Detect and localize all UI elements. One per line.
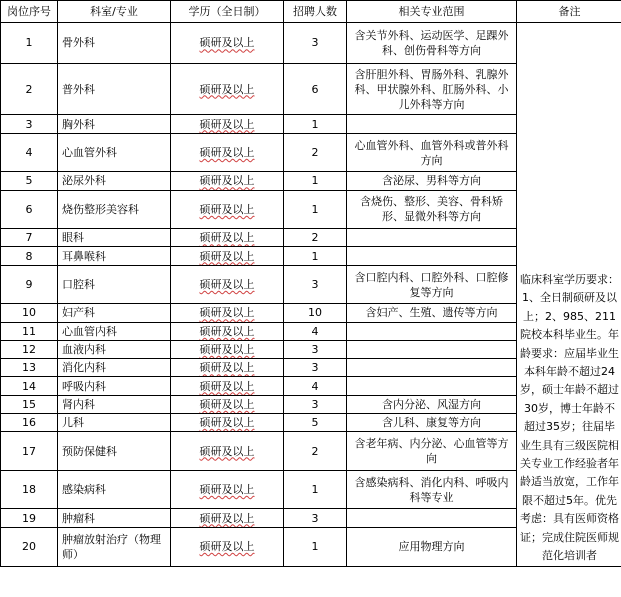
count-cell: 3 — [284, 395, 347, 413]
position-no-cell: 9 — [1, 265, 58, 304]
count-cell: 1 — [284, 115, 347, 133]
education-text: 硕研及以上 — [199, 202, 255, 216]
count-cell: 3 — [284, 23, 347, 64]
scope-cell: 含老年病、内分泌、心血管等方向 — [347, 432, 517, 471]
scope-cell: 含肝胆外科、胃肠外科、乳腺外科、甲状腺外科、肛肠外科、小儿外科等方向 — [347, 63, 517, 115]
scope-cell — [347, 322, 517, 340]
department-cell: 妇产科 — [58, 304, 171, 322]
position-no-cell: 3 — [1, 115, 58, 133]
count-cell: 3 — [284, 265, 347, 304]
count-cell: 3 — [284, 340, 347, 358]
scope-cell: 含内分泌、风湿方向 — [347, 395, 517, 413]
position-no-cell: 18 — [1, 470, 58, 509]
education-text: 硕研及以上 — [199, 82, 255, 96]
education-cell — [171, 63, 284, 115]
education-cell — [171, 304, 284, 322]
education-text: 硕研及以上 — [199, 249, 255, 263]
education-text: 硕研及以上 — [199, 231, 255, 245]
education-text: 硕研及以上 — [199, 324, 255, 338]
education-text: 硕研及以上 — [199, 278, 255, 292]
count-cell: 2 — [284, 133, 347, 172]
count-cell: 5 — [284, 414, 347, 432]
position-no-cell: 13 — [1, 359, 58, 377]
header-row — [1, 1, 621, 23]
education-cell — [171, 527, 284, 566]
education-cell — [171, 340, 284, 358]
position-no-cell: 7 — [1, 229, 58, 247]
scope-cell — [347, 359, 517, 377]
count-cell: 10 — [284, 304, 347, 322]
count-cell: 1 — [284, 470, 347, 509]
count-cell: 1 — [284, 172, 347, 190]
education-text: 硕研及以上 — [199, 343, 255, 357]
education-text: 硕研及以上 — [199, 379, 255, 393]
position-no-cell: 6 — [1, 190, 58, 229]
count-cell: 2 — [284, 432, 347, 471]
position-no-cell: 16 — [1, 414, 58, 432]
scope-cell: 含感染病科、消化内科、呼吸内科等专业 — [347, 470, 517, 509]
position-no-cell: 10 — [1, 304, 58, 322]
count-cell: 3 — [284, 509, 347, 527]
header-scope: 相关专业范围 — [347, 1, 517, 23]
department-cell: 口腔科 — [58, 265, 171, 304]
education-cell — [171, 509, 284, 527]
scope-cell: 含泌尿、男科等方向 — [347, 172, 517, 190]
scope-cell: 应用物理方向 — [347, 527, 517, 566]
education-text: 硕研及以上 — [199, 483, 255, 497]
education-cell — [171, 377, 284, 395]
position-no-cell: 2 — [1, 63, 58, 115]
scope-cell: 心血管外科、血管外科或普外科方向 — [347, 133, 517, 172]
scope-cell: 含关节外科、运动医学、足踝外科、创伤骨科等方向 — [347, 23, 517, 64]
education-text: 硕研及以上 — [199, 540, 255, 554]
education-cell — [171, 470, 284, 509]
note-text: 临床科室学历要求：1、全日制硕研及以上；2、985、211院校本科毕业生。年龄要求：应届毕业生本科年龄不超过24岁，硕士年龄不超过30岁，博士年龄不超过35岁；往届毕业生具有三级医院相关专业工作经验者年龄适当放宽，工作年限不超过5年。优先考虑：具有医师资格证；完成住院医师规范化培训者 — [520, 273, 619, 563]
department-cell: 肿瘤科 — [58, 509, 171, 527]
education-cell — [171, 23, 284, 64]
header-count: 招聘人数 — [284, 1, 347, 23]
scope-cell: 含儿科、康复等方向 — [347, 414, 517, 432]
count-cell: 4 — [284, 322, 347, 340]
department-cell: 肾内科 — [58, 395, 171, 413]
education-text: 硕研及以上 — [199, 146, 255, 159]
table-row — [1, 23, 621, 64]
education-cell — [171, 432, 284, 471]
education-cell — [171, 414, 284, 432]
position-no-cell: 14 — [1, 377, 58, 395]
position-no-cell: 8 — [1, 247, 58, 265]
count-cell: 4 — [284, 377, 347, 395]
education-text: 硕研及以上 — [199, 511, 255, 525]
department-cell: 感染病科 — [58, 470, 171, 509]
header-education: 学历（全日制） — [171, 1, 284, 23]
education-cell — [171, 115, 284, 133]
count-cell: 6 — [284, 63, 347, 115]
department-cell: 烧伤整形美容科 — [58, 190, 171, 229]
education-cell — [171, 190, 284, 229]
education-cell — [171, 322, 284, 340]
education-cell — [171, 247, 284, 265]
department-cell: 血液内科 — [58, 340, 171, 358]
education-text: 硕研及以上 — [199, 36, 255, 50]
department-cell: 心血管内科 — [58, 322, 171, 340]
education-text: 硕研及以上 — [199, 174, 255, 188]
scope-cell: 含烧伤、整形、美容、骨科矫形、显微外科等方向 — [347, 190, 517, 229]
education-cell — [171, 172, 284, 190]
scope-cell — [347, 247, 517, 265]
education-cell — [171, 229, 284, 247]
header-position-no: 岗位序号 — [1, 1, 58, 23]
scope-cell — [347, 229, 517, 247]
department-cell: 肿瘤放射治疗（物理师） — [58, 527, 171, 566]
position-no-cell: 20 — [1, 527, 58, 566]
education-text: 硕研及以上 — [199, 444, 255, 458]
education-text: 硕研及以上 — [199, 306, 255, 320]
position-no-cell: 17 — [1, 432, 58, 471]
position-no-cell: 4 — [1, 133, 58, 172]
note-cell — [517, 23, 621, 567]
count-cell: 1 — [284, 527, 347, 566]
department-cell: 呼吸内科 — [58, 377, 171, 395]
position-no-cell: 11 — [1, 322, 58, 340]
count-cell: 2 — [284, 229, 347, 247]
scope-cell — [347, 509, 517, 527]
count-cell: 3 — [284, 359, 347, 377]
education-text: 硕研及以上 — [199, 416, 255, 430]
education-cell — [171, 359, 284, 377]
department-cell: 泌尿外科 — [58, 172, 171, 190]
department-cell: 耳鼻喉科 — [58, 247, 171, 265]
header-department: 科室/专业 — [58, 1, 171, 23]
scope-cell: 含妇产、生殖、遗传等方向 — [347, 304, 517, 322]
position-no-cell: 12 — [1, 340, 58, 358]
scope-cell: 含口腔内科、口腔外科、口腔修复等方向 — [347, 265, 517, 304]
department-cell: 预防保健科 — [58, 432, 171, 471]
department-cell: 胸外科 — [58, 115, 171, 133]
scope-cell — [347, 377, 517, 395]
education-text: 硕研及以上 — [199, 361, 255, 375]
count-cell: 1 — [284, 190, 347, 229]
scope-cell — [347, 115, 517, 133]
position-no-cell: 15 — [1, 395, 58, 413]
position-no-cell: 19 — [1, 509, 58, 527]
department-cell: 消化内科 — [58, 359, 171, 377]
department-cell: 儿科 — [58, 414, 171, 432]
education-text: 硕研及以上 — [199, 117, 255, 131]
header-note: 备注 — [517, 1, 621, 23]
scope-cell — [347, 340, 517, 358]
department-cell: 普外科 — [58, 63, 171, 115]
department-cell: 眼科 — [58, 229, 171, 247]
count-cell: 1 — [284, 247, 347, 265]
position-no-cell: 5 — [1, 172, 58, 190]
department-cell: 骨外科 — [58, 23, 171, 64]
education-text: 硕研及以上 — [199, 397, 255, 411]
position-no-cell: 1 — [1, 23, 58, 64]
education-cell — [171, 395, 284, 413]
note-spacer — [520, 23, 619, 271]
department-cell: 心血管外科 — [58, 133, 171, 172]
education-cell — [171, 265, 284, 304]
education-cell — [171, 133, 284, 172]
